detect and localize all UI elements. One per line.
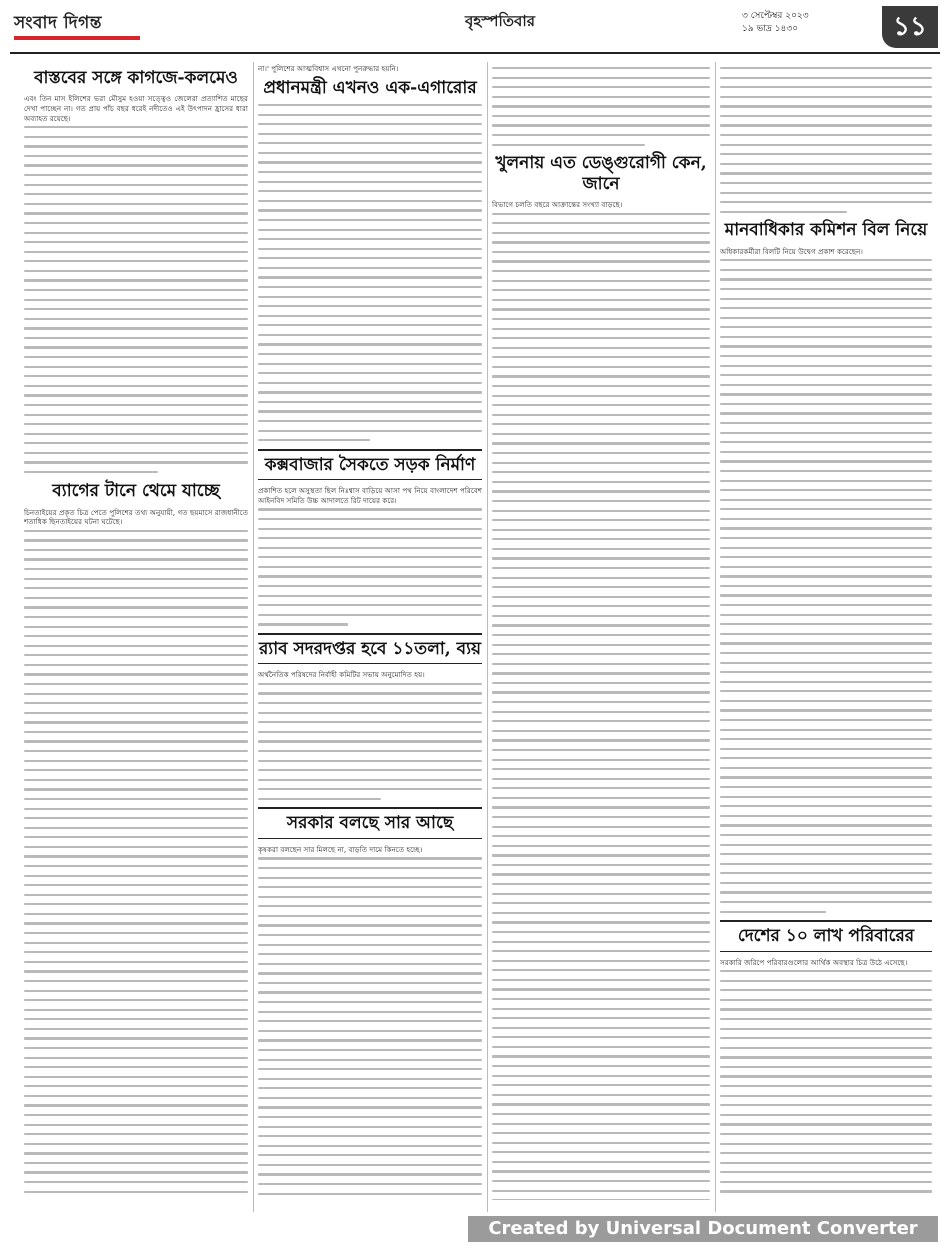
page-number: ১১	[882, 6, 938, 48]
article-headline: প্রধানমন্ত্রী এখনও এক-এগারোর	[263, 77, 477, 98]
date-bangla: ১৯ ভাদ্র ১৪৩০	[742, 24, 799, 34]
article-body	[258, 104, 482, 441]
article-body	[492, 67, 710, 146]
masthead	[0, 0, 950, 58]
article-headline: কক্সবাজার সৈকতে সড়ক নির্মাণ	[258, 449, 482, 480]
article-body	[720, 67, 932, 213]
column-3	[492, 64, 710, 1200]
article-headline: দেশের ১০ লাখ পরিবারের	[720, 920, 932, 951]
article-headline: খুলনায় এত ডেঙ্গুরোগী কেন, জানে	[495, 153, 707, 194]
column-divider	[715, 62, 716, 1212]
column-1	[24, 64, 248, 1200]
article-lead: অধিকারকর্মীরা বিলটি নিয়ে উদ্বেগ প্রকাশ করেছেন।	[720, 246, 863, 256]
article-body	[258, 683, 482, 800]
article-lead: না।' পুলিশের আত্মবিশ্বাস এখনো পুনরুদ্ধার হয়নি।	[258, 64, 399, 73]
article-lead: সরকারি জরিপে পরিবারগুলোর আর্থিক অবস্থার চিত্র উঠে এসেছে।	[720, 957, 908, 967]
article-lead: এবং তিন মাস ইলিশের ভরা মৌসুম হওয়া সত্ত্বেও জেলেরা প্রত্যাশিত মাছের দেখা পাচ্ছেন না। গত প্রায় পাঁচ বছর ধরেই নদীতেও এই উৎপাদন হ্রাসের ধারা অব্যাহত রয়েছে।	[24, 94, 248, 123]
article-lead: চিনতাইয়ের প্রকৃত চিত্র পেতে পুলিশের তথ্য অনুযায়ী, গত ছয়মাসে রাজধানীতে শতাধিক ছিনতাইয়ের ঘটনা ঘটেছে।	[24, 507, 248, 527]
article-body	[720, 970, 932, 1200]
converter-watermark: Created by Universal Document Converter	[468, 1216, 938, 1242]
column-4	[720, 64, 932, 1200]
logo-text: সংবাদ দিগন্ত	[14, 13, 102, 33]
article-body	[492, 213, 710, 1200]
article-body	[258, 857, 482, 1200]
newspaper-logo	[14, 6, 140, 48]
column-divider	[487, 62, 488, 1212]
article-body	[720, 259, 932, 913]
article-lead: প্রকাশিত হলে অসুস্থতা ছিল নিঃশ্বাস বাড়িয়ে আসা পথ নিয়ে বাংলাদেশ পরিবেশ আইনবিদ সমিতি উচ্চ আদালতে রিট দায়ের করে।	[258, 486, 482, 505]
article-body	[24, 530, 248, 1200]
article-headline: সরকার বলছে সার আছে	[258, 807, 482, 838]
article-lead: অর্থনৈতিক পরিষদের নির্বাহী কমিটির সভায় অনুমোদিত হয়।	[258, 670, 425, 680]
article-headline: র‍্যাব সদরদপ্তর হবে ১১তলা, ব্যয়	[258, 633, 482, 664]
weekday: বৃহস্পতিবার	[465, 12, 535, 30]
column-2	[258, 64, 482, 1200]
article-body	[258, 508, 482, 625]
date-english: ৩ সেপ্টেম্বর ২০২৩	[742, 11, 809, 21]
masthead-rule	[10, 52, 940, 54]
article-headline: বাস্তবের সঙ্গে কাগজে-কলমেও	[34, 68, 238, 88]
article-lead: কৃষকরা বলছেন সার মিলছে না, বাড়তি দামে কিনতে হচ্ছে।	[258, 844, 423, 854]
article-headline: ব্যাগের টানে থেমে যাচ্ছে	[52, 481, 220, 502]
column-divider	[253, 62, 254, 1212]
article-lead: বিভাগে চলতি বছরে আক্রান্তের সংখ্যা বাড়ছে।	[492, 199, 623, 209]
article-body	[24, 126, 248, 473]
date-block	[742, 10, 862, 36]
logo-underline	[14, 36, 140, 40]
article-headline: মানবাধিকার কমিশন বিল নিয়ে	[724, 220, 928, 241]
